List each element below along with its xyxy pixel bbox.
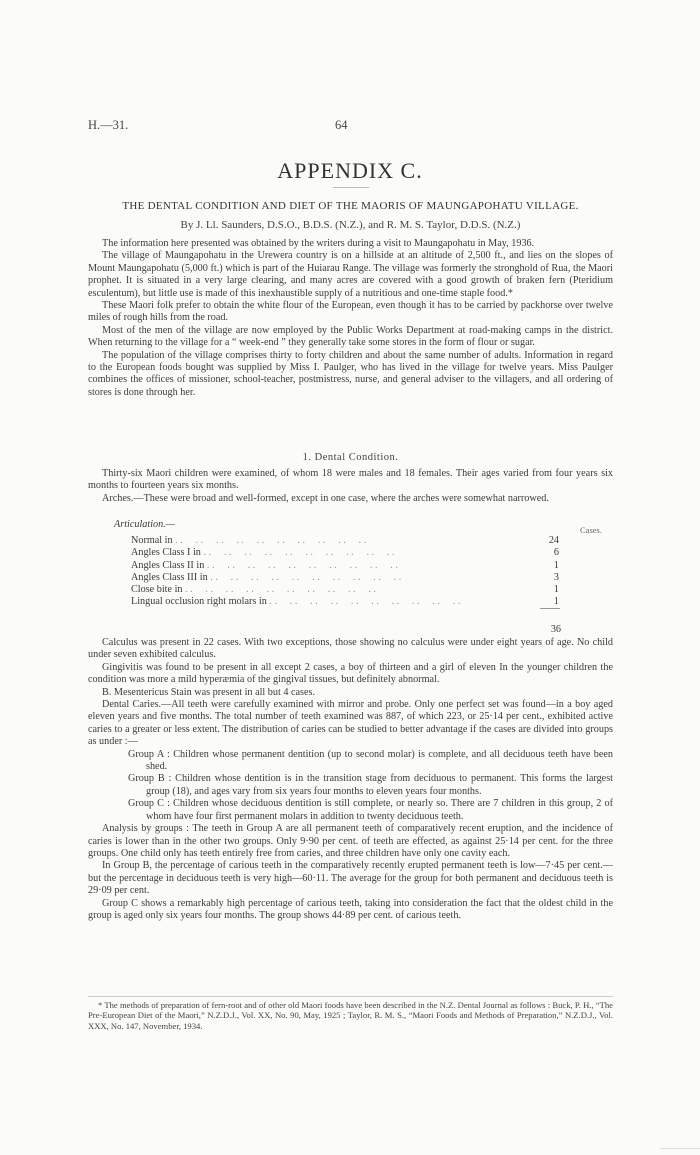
intro-paragraph: These Maori folk prefer to obtain the white flour of the European, even though it has to be carried by packhorse over twelve miles of rough hills from the road. bbox=[88, 300, 613, 324]
analysis-paragraph: Analysis by groups : The teeth in Group A are all permanent teeth of comparatively recent eruption, and the incidence of caries is lower than in the other two groups. Only 9·90 per cent. of teeth are effected, as against 25·14 per cent. for the three groups. One child only has teeth entirely free from caries, and three children have only one cavity each. bbox=[88, 823, 613, 859]
dental-intro-section bbox=[88, 468, 613, 505]
article-authors: By J. Ll. Saunders, D.S.O., B.D.S. (N.Z.), and R. M. S. Taylor, D.D.S. (N.Z.) bbox=[180, 219, 521, 231]
row-count: 1 bbox=[553, 596, 559, 608]
analysis-paragraph: Group C shows a remarkably high percentage of carious teeth, taking into consideration the fact that the oldest child in the group is aged only six years four months. The group shows 44·89 per cent. of carious teeth. bbox=[88, 897, 613, 921]
caries-paragraph: Dental Caries.—All teeth were carefully examined with mirror and probe. Only one perfect set was found—in a boy aged eleven years and five months. The total number of teeth examined was 887, of which 223, or 25·14 per cent., exhibited active caries to a greater or less extent. The distribution of caries can be studied to better advantage if the cases are divided into groups as under :— bbox=[88, 699, 613, 748]
total-divider bbox=[540, 608, 560, 609]
intro-paragraph: Most of the men of the village are now employed by the Public Works Department at road-making camps in the district. When returning to the village for a “ week-end ” they generally take some stores in the form of flour or sugar. bbox=[88, 324, 613, 349]
row-label: Close bite in . . bbox=[131, 584, 535, 596]
cases-column-label: Cases. bbox=[580, 525, 602, 535]
table-row bbox=[131, 572, 559, 584]
row-count: 1 bbox=[553, 584, 559, 596]
intro-paragraph: The information here presented was obtained by the writers during a visit to Maungapohatu in May, 1936. bbox=[102, 238, 535, 249]
table-row bbox=[131, 547, 559, 559]
row-count: 3 bbox=[553, 571, 559, 583]
row-label: Angles Class I in . . bbox=[131, 547, 535, 559]
findings-section bbox=[88, 637, 613, 922]
arches-paragraph: Arches.—These were broad and well-formed, except in one case, where the arches were somewhat narrowed. bbox=[102, 492, 549, 504]
title-divider bbox=[333, 187, 369, 188]
row-label: Angles Class II in . . bbox=[131, 560, 535, 572]
row-label: Lingual occlusion right molars in . . bbox=[131, 596, 535, 608]
row-label: Normal in . . bbox=[131, 535, 535, 547]
table-row bbox=[131, 560, 559, 572]
intro-paragraph: The population of the village comprises thirty to forty children and about the same number of adults. Information in regard to the European foods bought was supplied by Miss I. Paulger, who has lived in the village for twelve years. Miss Paulger combines the offices of missioner, school-teacher, postmistress, nurse, and general adviser to the villagers, and all ordering of stores is done through her. bbox=[88, 349, 613, 398]
articulation-total: 36 bbox=[550, 624, 561, 635]
section-heading: 1. Dental Condition. bbox=[302, 452, 399, 463]
group-b-item: Group B : Children whose dentition is in the transition stage from deciduous to permanent. This forms the largest group (18), and ages vary from six years four months to eleven years four months. bbox=[128, 773, 613, 797]
page-title: APPENDIX C. bbox=[277, 158, 423, 183]
intro-section bbox=[88, 238, 613, 399]
gingivitis-paragraph: Gingivitis was found to be present in all except 2 cases, a boy of thirteen and a girl of eleven In the younger children the condition was more a mild hyperæmia of the gingival tissues, but definitely abnormal. bbox=[88, 661, 613, 686]
articulation-label: Articulation.— bbox=[114, 519, 175, 530]
footnote bbox=[88, 1000, 613, 1031]
calculus-paragraph: Calculus was present in 22 cases. With two exceptions, those showing no calculus were under eight years of age. No child under seven exhibited calculus. bbox=[88, 637, 613, 661]
page-edge-mark bbox=[660, 1148, 700, 1149]
row-label: Angles Class III in . . bbox=[131, 572, 535, 584]
group-list bbox=[128, 749, 613, 823]
row-count: 24 bbox=[548, 535, 559, 546]
analysis-paragraph: In Group B, the percentage of carious teeth in the comparatively recently erupted permanent teeth is low—7·45 per cent.—but the percentage in deciduous teeth is very high—60·11. The average for the group for both permanent and deciduous teeth is 29·09 per cent. bbox=[88, 860, 613, 897]
report-code: H.—31. bbox=[88, 118, 129, 132]
footnote-text: * The methods of preparation of fern-root and of other old Maori foods have been described in the N.Z. Dental Journal as follows : Buck, P. H., “The Pre-European Diet of the Maori,” N.Z.D.J., Vol. XX, No. 90, May, 1925 ; Taylor, R. M. S., “Maori Foods and Methods of Preparation,” N.Z.D.J., Vol. XXX, No. 147, November, 1934. bbox=[88, 1000, 613, 1031]
articulation-table bbox=[131, 535, 559, 609]
group-c-item: Group C : Children whose deciduous dentition is still complete, or nearly so. There are 7 children in this group, 2 of whom have four first permanent molars in addition to twenty deciduous teeth. bbox=[128, 798, 613, 822]
row-count: 1 bbox=[553, 559, 559, 571]
page-number: 64 bbox=[335, 118, 348, 132]
group-a-item: Group A : Children whose permanent dentition (up to second molar) is complete, and all deciduous teeth have been shed. bbox=[128, 748, 613, 773]
table-row bbox=[131, 584, 559, 596]
row-count: 6 bbox=[553, 547, 559, 559]
intro-paragraph: The village of Maungapohatu in the Urewera country is on a hillside at an altitude of 2,500 ft., and lies on the slopes of Mount Maungapohatu (5,000 ft.) which is part of the Huiarau Range. The village was formerly the stronghold of Rua, the Maori prophet. It is situated in a very large clearing, and many acres are covered with a good growth of braken fern (Pteridium esculentum), but little use is made of this inexhaustible supply of a nutritious and one-time staple food.* bbox=[88, 250, 613, 299]
article-subtitle: THE DENTAL CONDITION AND DIET OF THE MAORIS OF MAUNGAPOHATU VILLAGE. bbox=[122, 200, 579, 212]
table-row bbox=[131, 535, 559, 547]
dental-intro-paragraph: Thirty-six Maori children were examined, of whom 18 were males and 18 females. Their ages varied from four years six months to fourteen years six months. bbox=[88, 468, 613, 492]
table-row bbox=[131, 596, 559, 608]
footnote-divider bbox=[88, 996, 613, 997]
stain-paragraph: B. Mesentericus Stain was present in all but 4 cases. bbox=[102, 686, 316, 698]
